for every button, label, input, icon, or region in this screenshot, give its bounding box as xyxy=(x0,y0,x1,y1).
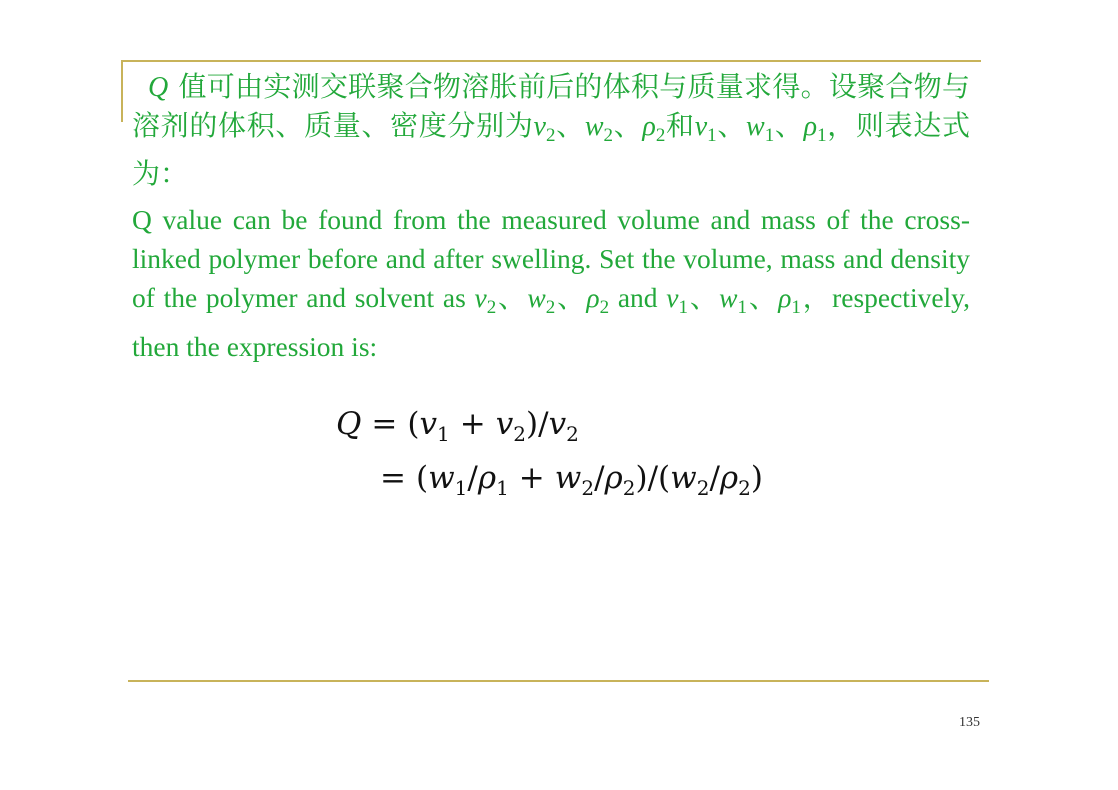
en-v2: $v_2$ xyxy=(474,282,497,318)
cn-sentence-2: ，则表达式为： xyxy=(132,111,970,190)
cn-separator: 、 xyxy=(716,111,747,142)
cn-and: 和 xyxy=(665,111,695,142)
chinese-paragraph xyxy=(132,68,970,194)
cn-w2: $w_2$ xyxy=(584,111,614,146)
slide-content xyxy=(132,68,970,366)
cn-separator: 、 xyxy=(613,111,643,142)
en-v1: $v_1$ xyxy=(666,282,688,318)
frame-left-rule xyxy=(121,60,123,122)
cn-rho1: $\rho_1$ xyxy=(803,111,827,146)
en-and: and xyxy=(609,282,667,313)
english-paragraph xyxy=(132,200,970,366)
frame-top-rule xyxy=(121,60,981,62)
cn-v2: $v_2$ xyxy=(533,111,556,146)
en-sentence-2: ，respectively, then the expression is: xyxy=(132,282,971,362)
footer-rule xyxy=(128,680,989,682)
cn-separator: 、 xyxy=(555,111,585,142)
en-separator: 、 xyxy=(496,282,528,313)
cn-w1: $w_1$ xyxy=(746,111,775,146)
en-w2: $w_2$ xyxy=(527,282,556,318)
en-separator: 、 xyxy=(747,282,779,313)
cn-sentence-1: 值可由实测交联聚合物溶胀前后的体积与质量求得。设聚合物与溶剂的体积、质量、密度分别为 xyxy=(132,72,970,142)
en-rho1: $\rho_1$ xyxy=(778,282,801,318)
en-rho2: $\rho_2$ xyxy=(586,282,610,318)
en-sentence-1: Q value can be found from the measured volume and mass of the cross-linked polymer before and after swelling. Set the volume, mass and density of the polymer and solvent as xyxy=(132,204,970,313)
en-separator: 、 xyxy=(555,282,587,313)
cn-rho2: $\rho_2$ xyxy=(642,111,666,146)
en-separator: 、 xyxy=(687,282,720,313)
cn-separator: 、 xyxy=(774,111,804,142)
page-number: 135 xyxy=(959,715,980,730)
swelling-ratio-formula xyxy=(336,402,763,510)
q-variable: Q xyxy=(148,72,169,103)
cn-v1: $v_1$ xyxy=(694,111,717,146)
formula-line-2: = $(w_1/\rho_1 + w_2/\rho_2)/(w_2/\rho_2)$ xyxy=(380,460,763,500)
en-w1: $w_1$ xyxy=(719,282,748,318)
formula-line-1: $Q = (v_1 + v_2)/v_2$ xyxy=(336,406,579,446)
